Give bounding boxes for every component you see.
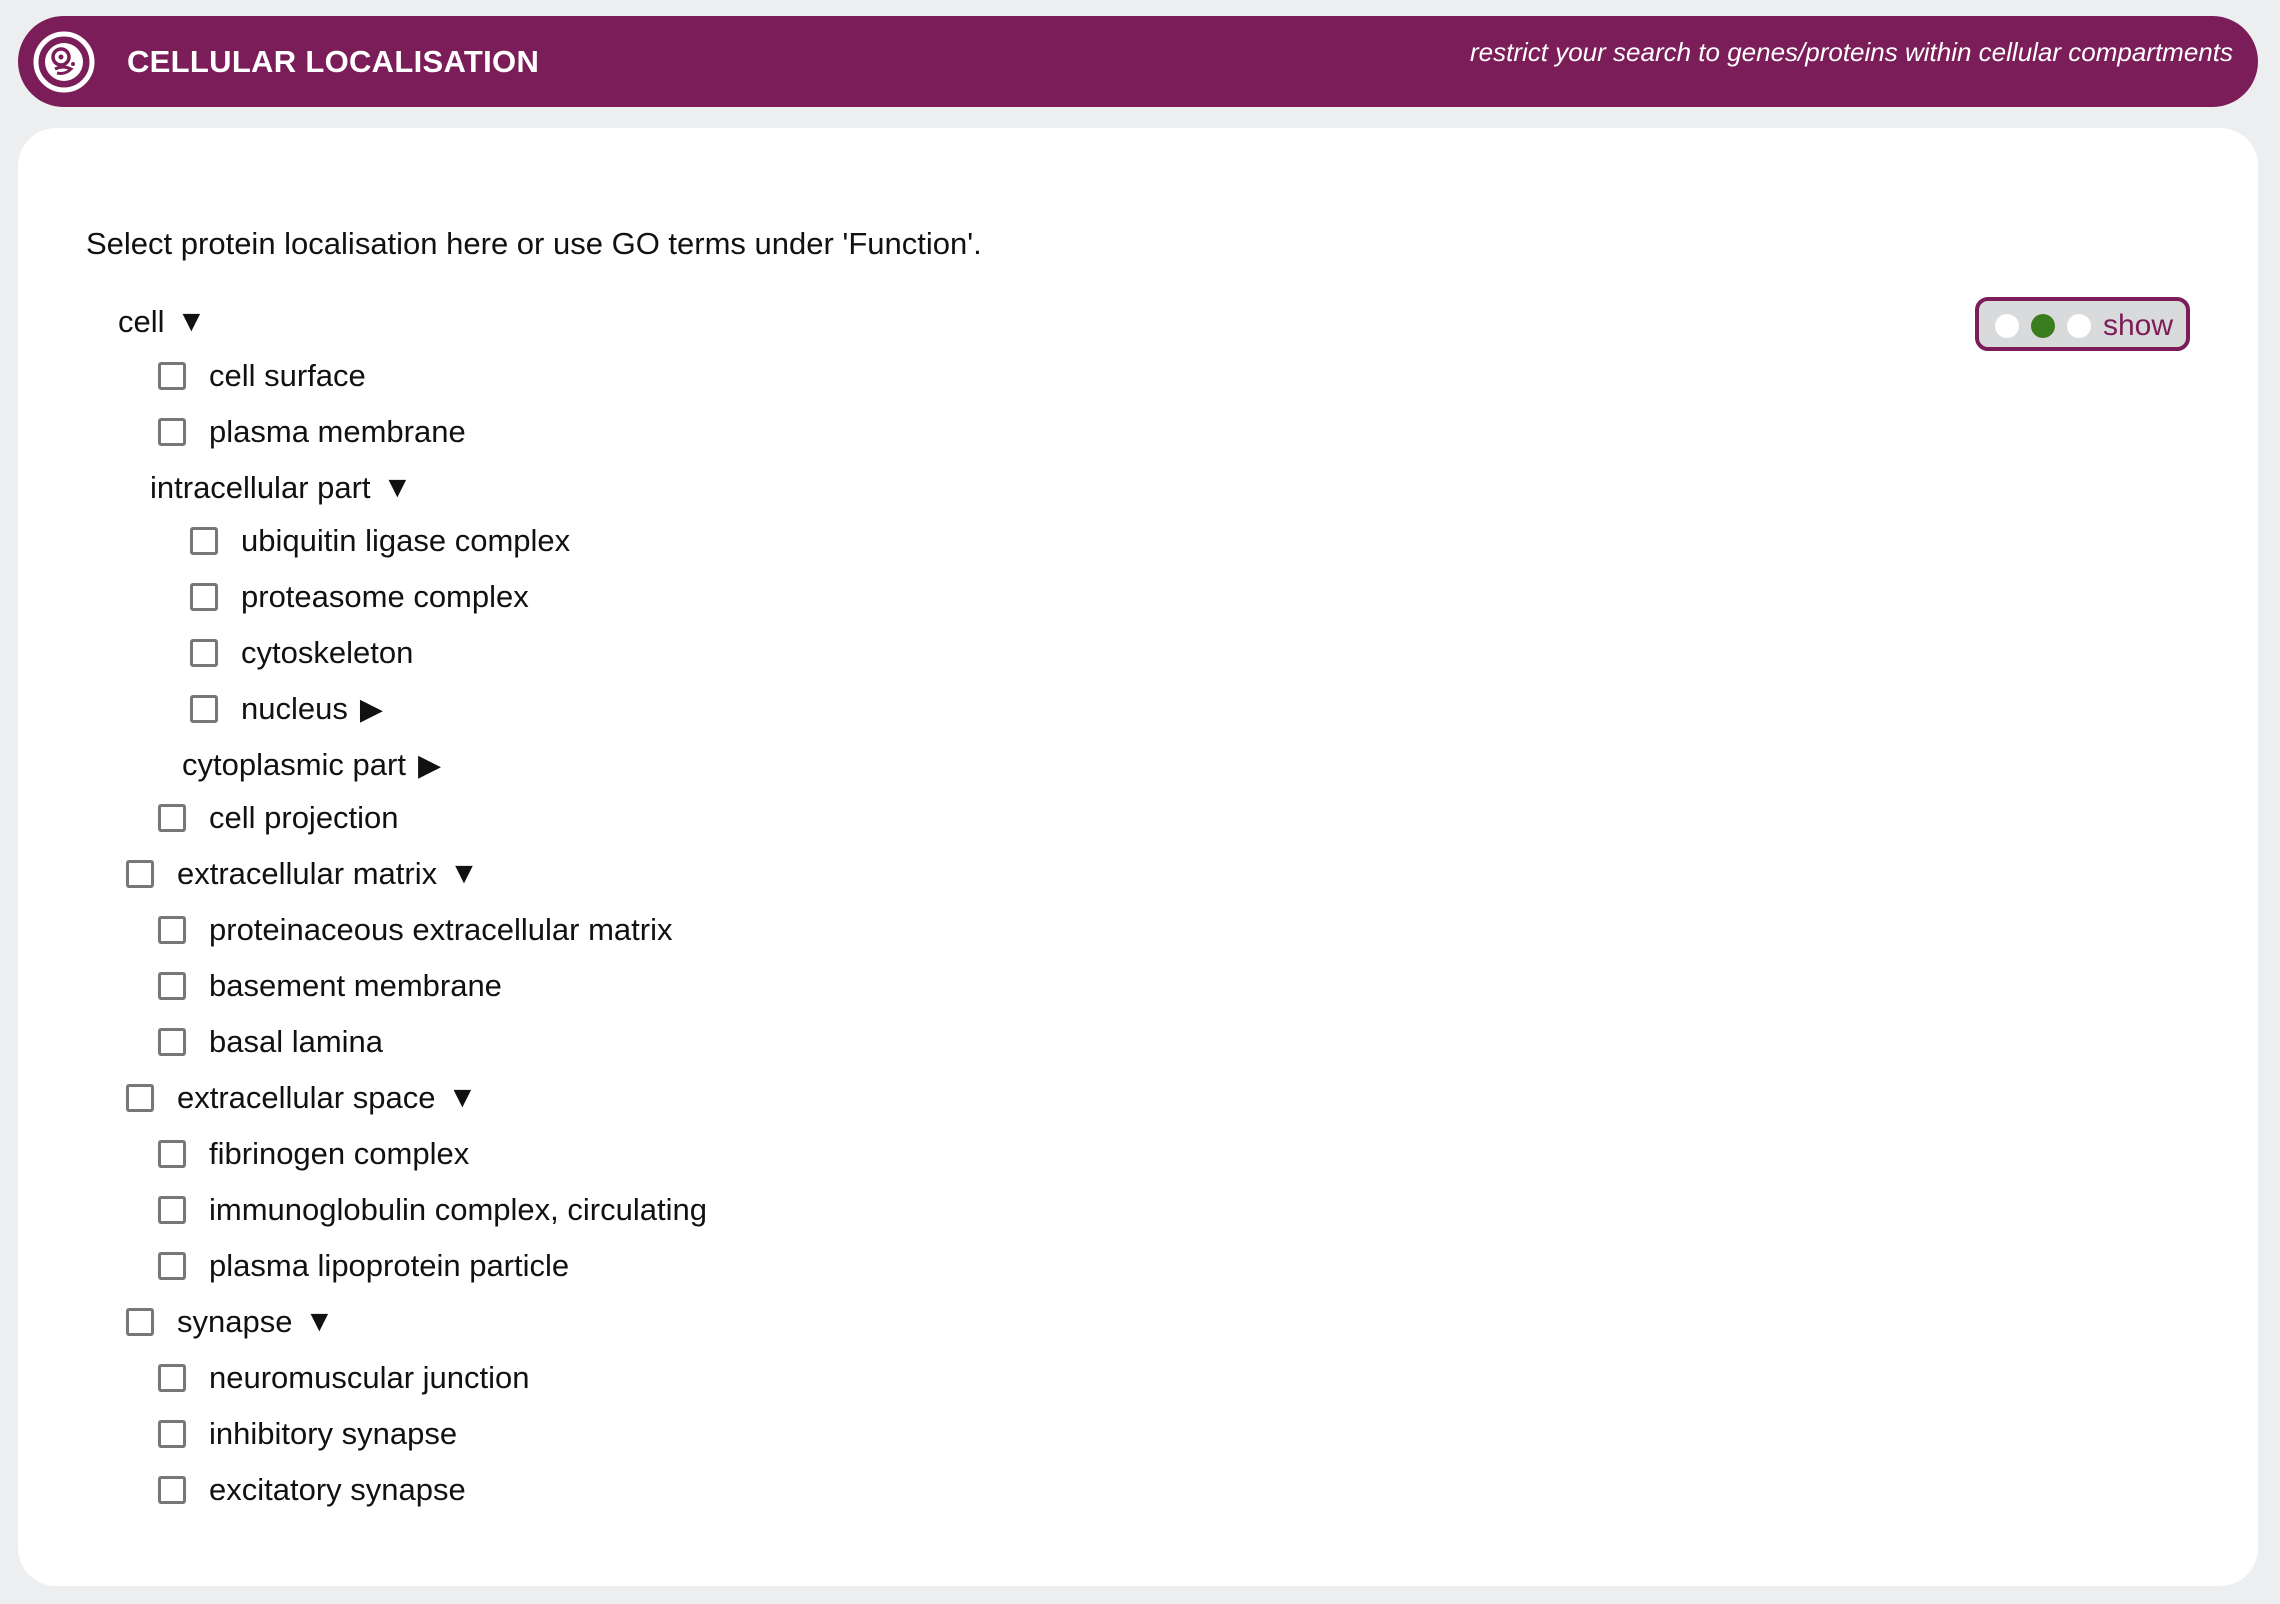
checkbox[interactable] (158, 418, 186, 446)
expand-arrow-icon[interactable]: ▼ (176, 305, 207, 338)
checkbox[interactable] (126, 1084, 154, 1112)
tree-item-label: proteasome complex (241, 579, 529, 614)
section-title: CELLULAR LOCALISATION (127, 44, 540, 79)
tree-item-immunoglobulin-complex-circulating[interactable] (158, 1182, 707, 1238)
checkbox[interactable] (190, 695, 218, 723)
expand-arrow-icon[interactable]: ▼ (449, 857, 479, 890)
checkbox[interactable] (158, 1252, 186, 1280)
toggle-dot-3 (2067, 314, 2091, 338)
tree-item-label: nucleus (241, 691, 348, 726)
section-header (18, 16, 2258, 107)
checkbox[interactable] (158, 916, 186, 944)
tree-node-cytoplasmic-part[interactable] (182, 737, 441, 793)
collapse-arrow-icon[interactable]: ▶ (417, 748, 442, 782)
tree-item-label: fibrinogen complex (209, 1136, 470, 1171)
checkbox[interactable] (158, 362, 186, 390)
checkbox[interactable] (190, 583, 218, 611)
checkbox[interactable] (158, 804, 186, 832)
tree-item-inhibitory-synapse[interactable] (158, 1406, 457, 1462)
checkbox[interactable] (190, 639, 218, 667)
expand-arrow-icon[interactable]: ▼ (304, 1305, 335, 1338)
tree-node-label: cytoplasmic part (182, 747, 406, 782)
tree-item-neuromuscular-junction[interactable] (158, 1350, 530, 1406)
tree-node-label: extracellular space (177, 1080, 436, 1115)
tree-item-excitatory-synapse[interactable] (158, 1462, 466, 1518)
section-tagline: restrict your search to genes/proteins within cellular compartments (1470, 37, 2233, 67)
toggle-dot-1 (1995, 314, 2019, 338)
tree-item-label: neuromuscular junction (209, 1360, 530, 1395)
toggle-label: show (2103, 309, 2174, 342)
tree-item-label: plasma membrane (209, 414, 466, 449)
tree-item-nucleus[interactable] (190, 681, 383, 737)
tree-item-label: cell surface (209, 358, 366, 393)
tree-item-label: excitatory synapse (209, 1472, 466, 1507)
tree-item-basement-membrane[interactable] (158, 958, 502, 1014)
checkbox[interactable] (158, 1140, 186, 1168)
tree-item-label: immunoglobulin complex, circulating (209, 1192, 707, 1227)
expand-arrow-icon[interactable]: ▼ (382, 471, 413, 504)
tree-node-intracellular-part[interactable] (150, 460, 412, 516)
checkbox[interactable] (126, 860, 154, 888)
checkbox[interactable] (158, 972, 186, 1000)
tree-item-label: plasma lipoprotein particle (209, 1248, 570, 1283)
checkbox[interactable] (158, 1028, 186, 1056)
tree-node-cell[interactable] (118, 294, 206, 350)
tree-item-plasma-lipoprotein-particle[interactable] (158, 1238, 569, 1294)
tree-item-label: inhibitory synapse (209, 1416, 458, 1451)
tree-node-label: cell (118, 304, 165, 339)
intro-text: Select protein localisation here or use GO terms under 'Function'. (86, 226, 982, 261)
tree-item-cytoskeleton[interactable] (190, 625, 413, 681)
tree-item-plasma-membrane[interactable] (158, 404, 466, 460)
tree-node-extracellular-space[interactable] (126, 1070, 477, 1126)
checkbox[interactable] (158, 1420, 186, 1448)
checkbox[interactable] (158, 1476, 186, 1504)
tree-item-cell-projection[interactable] (158, 790, 399, 846)
checkbox[interactable] (190, 527, 218, 555)
tree-item-cell-surface[interactable] (158, 348, 366, 404)
checkbox[interactable] (158, 1364, 186, 1392)
tree-node-extracellular-matrix[interactable] (126, 846, 479, 902)
collapse-arrow-icon[interactable]: ▶ (359, 692, 383, 726)
tree-item-label: basement membrane (209, 968, 502, 1003)
tree-item-label: proteinaceous extracellular matrix (209, 912, 673, 947)
tree-item-ubiquitin-ligase-complex[interactable] (190, 513, 570, 569)
checkbox[interactable] (126, 1308, 154, 1336)
expand-arrow-icon[interactable]: ▼ (447, 1081, 478, 1114)
tree-item-label: cell projection (209, 800, 399, 835)
tree-item-fibrinogen-complex[interactable] (158, 1126, 469, 1182)
tree-node-label: extracellular matrix (177, 856, 438, 891)
toggle-dot-2-active (2031, 314, 2055, 338)
checkbox[interactable] (158, 1196, 186, 1224)
tree-node-label: intracellular part (150, 470, 371, 505)
show-toggle[interactable] (1975, 297, 2190, 351)
tree-item-proteinaceous-extracellular-matrix[interactable] (158, 902, 673, 958)
tree-item-label: basal lamina (209, 1024, 384, 1059)
tree-item-label: ubiquitin ligase complex (241, 523, 571, 558)
tree-node-synapse[interactable] (126, 1294, 334, 1350)
tree-item-proteasome-complex[interactable] (190, 569, 529, 625)
tree-item-label: cytoskeleton (241, 635, 414, 670)
cell-icon (33, 31, 95, 93)
tree-item-basal-lamina[interactable] (158, 1014, 383, 1070)
tree-node-label: synapse (177, 1304, 293, 1339)
